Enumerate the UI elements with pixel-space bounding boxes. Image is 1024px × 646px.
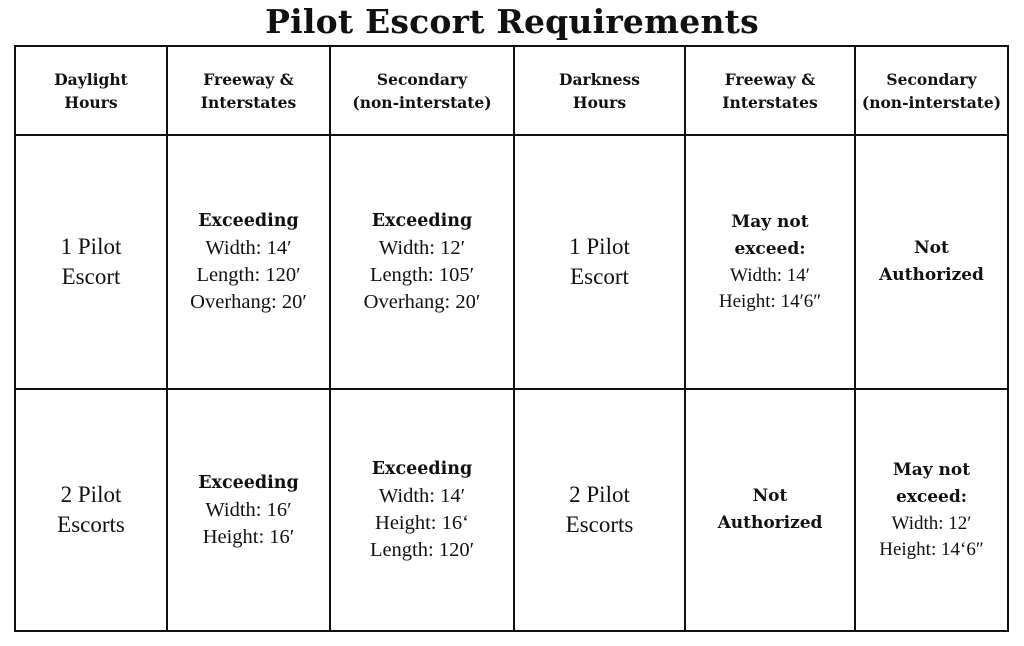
header-dark-secondary [856, 47, 1007, 136]
cell-line: Length: 120′ [196, 264, 301, 286]
cell-heading: Not [752, 486, 788, 506]
header-line: Darkness [559, 69, 640, 89]
cell-line: Escorts [57, 512, 125, 537]
cell-heading: exceed: [734, 239, 806, 259]
header-line: Secondary [376, 69, 468, 89]
header-line: Hours [572, 92, 627, 112]
header-line: Freeway & [724, 69, 816, 89]
cell-line: Width: 12′ [891, 513, 972, 534]
row1-dark-freeway [686, 136, 856, 390]
cell-line: Overhang: 20′ [363, 291, 481, 313]
cell-line: Height: 16′ [202, 525, 295, 548]
cell-line: 1 Pilot [60, 234, 122, 259]
header-line: Interstates [722, 92, 818, 112]
cell-heading: May not [731, 212, 809, 232]
header-line: Interstates [200, 92, 297, 112]
cell-heading: Exceeding [371, 459, 473, 479]
header-line: Hours [64, 92, 118, 112]
row2-daylight-label [16, 390, 168, 630]
cell-line: Width: 14′ [730, 265, 810, 286]
header-line: Freeway & [203, 69, 294, 89]
row2-dark-secondary [856, 390, 1007, 630]
row2-day-freeway [168, 390, 331, 630]
cell-line: 2 Pilot [569, 482, 630, 507]
requirements-table [14, 45, 1009, 632]
cell-line: 2 Pilot [60, 482, 122, 507]
cell-heading: May not [892, 460, 971, 480]
row2-dark-freeway [686, 390, 856, 630]
row2-day-secondary [331, 390, 515, 630]
header-daylight-hours [16, 47, 168, 136]
header-line: (non-interstate) [861, 92, 1002, 112]
cell-line: Height: 16‘ [375, 512, 469, 534]
cell-heading: Authorized [879, 265, 984, 285]
cell-heading: Not [914, 238, 949, 258]
header-line: Secondary [886, 69, 977, 89]
row1-daylight-label [16, 136, 168, 390]
cell-line: Height: 14′6″ [718, 291, 822, 312]
cell-line: Width: 14′ [205, 237, 292, 259]
header-day-freeway [168, 47, 331, 136]
cell-line: Width: 12′ [378, 237, 466, 259]
cell-line: Length: 120′ [369, 539, 475, 561]
cell-line: Escort [61, 264, 121, 289]
cell-heading: Exceeding [198, 472, 299, 493]
cell-heading: Authorized [717, 513, 823, 533]
page-title: Pilot Escort Requirements [265, 2, 759, 41]
row1-dark-secondary [856, 136, 1007, 390]
cell-line: Escorts [565, 512, 634, 537]
cell-heading: Exceeding [371, 211, 473, 231]
header-darkness-hours [515, 47, 686, 136]
row1-day-secondary [331, 136, 515, 390]
cell-line: 1 Pilot [569, 234, 630, 259]
header-line: (non-interstate) [352, 92, 492, 112]
cell-line: Width: 16′ [205, 498, 292, 521]
cell-line: Escort [570, 264, 629, 289]
cell-heading: exceed: [895, 487, 968, 507]
cell-heading: Exceeding [198, 211, 299, 231]
header-day-secondary [331, 47, 515, 136]
cell-line: Width: 14′ [378, 485, 466, 507]
row1-darkness-label [515, 136, 686, 390]
row2-darkness-label [515, 390, 686, 630]
header-dark-freeway [686, 47, 856, 136]
header-line: Daylight [54, 69, 128, 89]
cell-line: Overhang: 20′ [190, 291, 307, 313]
cell-line: Height: 14‘6″ [879, 539, 984, 560]
cell-line: Length: 105′ [369, 264, 475, 286]
row1-day-freeway [168, 136, 331, 390]
